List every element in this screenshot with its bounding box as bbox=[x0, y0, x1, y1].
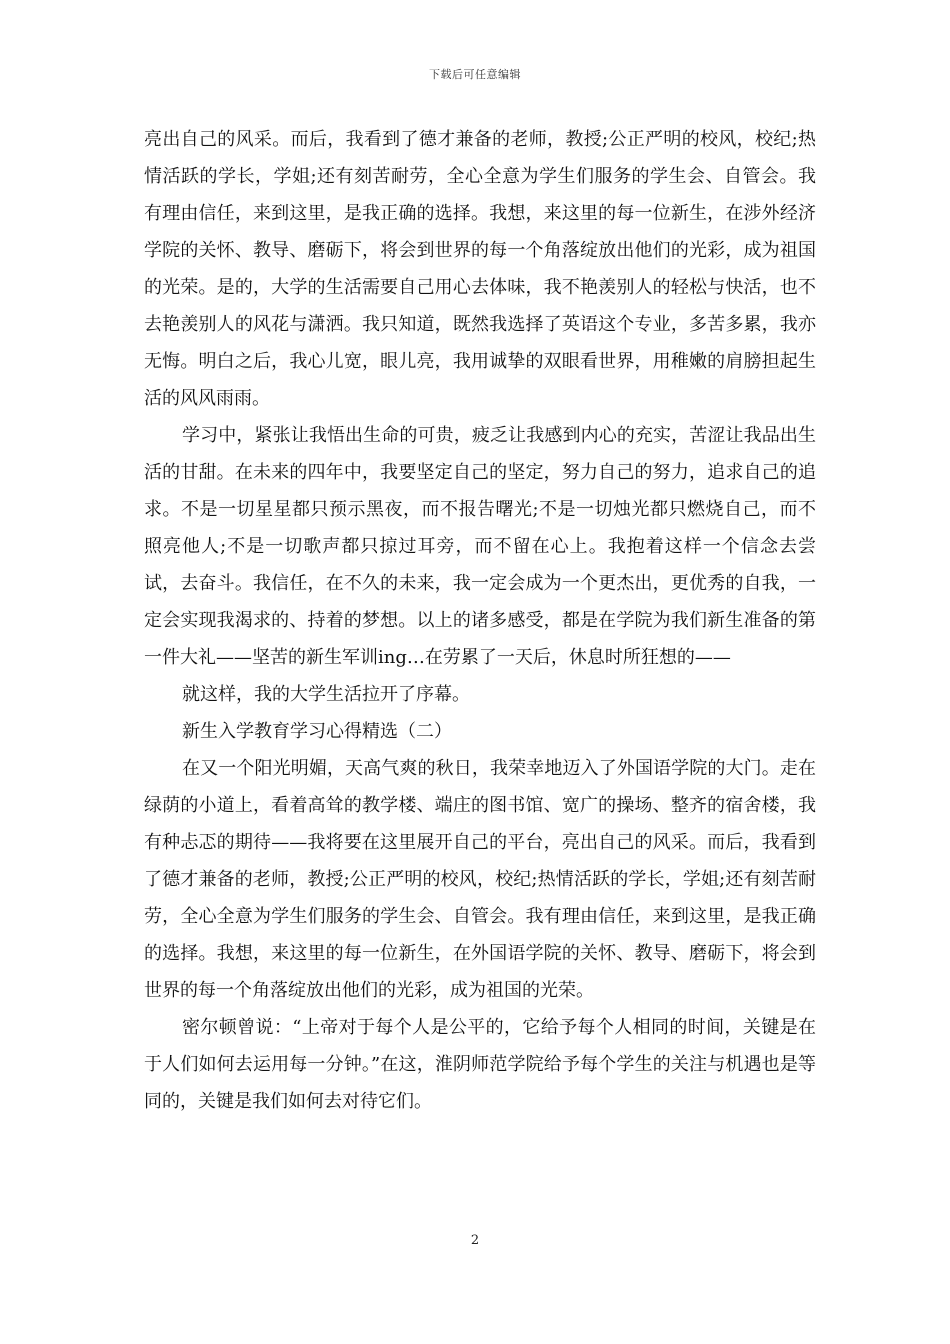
header-note: 下载后可任意编辑 bbox=[429, 68, 521, 81]
paragraph-5: 密尔顿曾说：“上帝对于每个人是公平的，它给予每个人相同的时间，关键是在于人们如何去运用每一分钟。”在这，淮阴师范学院给予每个学生的关注与机遇也是等同的，关键是我们如何去对待它们。 bbox=[144, 1017, 816, 1112]
section-heading: 新生入学教育学习心得精选（二） bbox=[182, 721, 452, 742]
paragraph-3: 就这样，我的大学生活拉开了序幕。 bbox=[182, 684, 470, 705]
paragraph-2: 学习中，紧张让我悟出生命的可贵，疲乏让我感到内心的充实，苦涩让我品出生活的甘甜。在未来的四年中，我要坚定自己的坚定，努力自己的努力，追求自己的追求。不是一切星星都只预示黑夜，而不报告曙光;不是一切烛光都只燃烧自己，而不照亮他人;不是一切歌声都只掠过耳旁，而不留在心上。我抱着这样一个信念去尝试，去奋斗。我信任，在不久的未来，我一定会成为一个更杰出，更优秀的自我，一定会实现我渴求的、持着的梦想。以上的诸多感受，都是在学院为我们新生准备的第一件大礼——坚苦的新生军训ing…在劳累了一天后，休息时所狂想的—— bbox=[144, 425, 816, 668]
document-body bbox=[144, 121, 816, 1120]
paragraph-1: 亮出自己的风采。而后，我看到了德才兼备的老师，教授;公正严明的校风，校纪;热情活跃的学长，学姐;还有刻苦耐劳，全心全意为学生们服务的学生会、自管会。我有理由信任，来到这里，是我正确的选择。我想，来这里的每一位新生，在涉外经济学院的关怀、教导、磨砺下，将会到世界的每一个角落绽放出他们的光彩，成为祖国的光荣。是的，大学的生活需要自己用心去体味，我不艳羡别人的轻松与快活，也不去艳羡别人的风花与潇洒。我只知道，既然我选择了英语这个专业，多苦多累，我亦无悔。明白之后，我心儿宽，眼儿亮，我用诚挚的双眼看世界，用稚嫩的肩膀担起生活的风风雨雨。 bbox=[144, 129, 817, 409]
page-number: 2 bbox=[470, 1233, 480, 1248]
paragraph-4: 在又一个阳光明媚，天高气爽的秋日，我荣幸地迈入了外国语学院的大门。走在绿荫的小道上，看着高耸的教学楼、端庄的图书馆、宽广的操场、整齐的宿舍楼，我有种忐忑的期待——我将要在这里展开自己的平台，亮出自己的风采。而后，我看到了德才兼备的老师，教授;公正严明的校风，校纪;热情活跃的学长，学姐;还有刻苦耐劳，全心全意为学生们服务的学生会、自管会。我有理由信任，来到这里，是我正确的选择。我想，来这里的每一位新生，在外国语学院的关怀、教导、磨砺下，将会到世界的每一个角落绽放出他们的光彩，成为祖国的光荣。 bbox=[144, 758, 816, 1001]
